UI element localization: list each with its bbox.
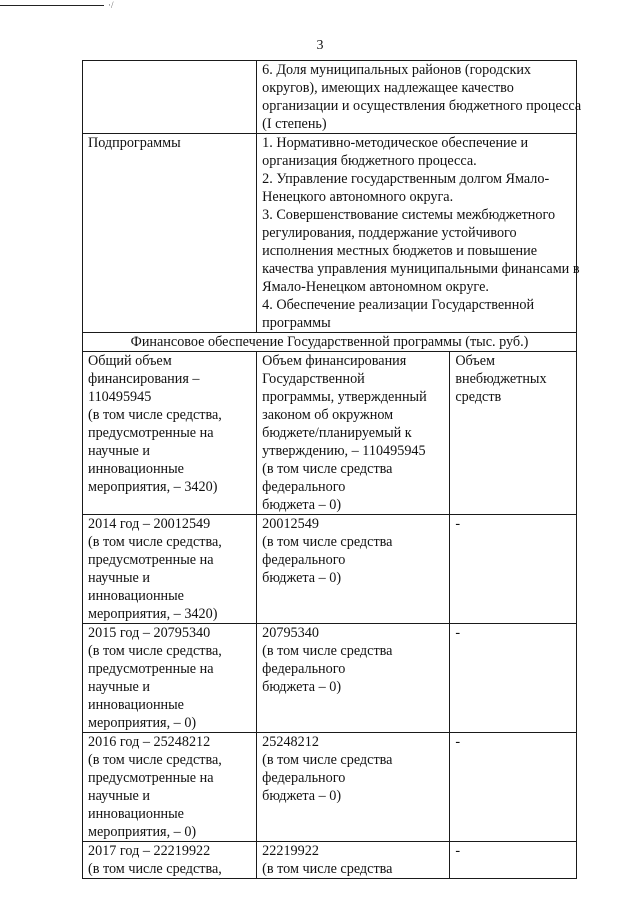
text-line: (в том числе средства, bbox=[88, 407, 222, 423]
program-passport-table bbox=[82, 60, 582, 879]
text-line: 2. Управление государственным долгом Ямало- bbox=[262, 171, 550, 187]
text-line: качества управления муниципальными финансами в bbox=[262, 261, 580, 277]
text-line: 22219922 bbox=[262, 843, 319, 859]
subprograms-row bbox=[83, 134, 577, 333]
text-line: финансирования – bbox=[88, 371, 200, 387]
text-line: инновационные bbox=[88, 806, 184, 822]
corner-mark: ·/ bbox=[108, 0, 114, 10]
text-line: (в том числе средства bbox=[262, 752, 393, 768]
text-line: 4. Обеспечение реализации Государственной bbox=[262, 297, 535, 313]
text-line: бюджете/планируемый к bbox=[262, 425, 412, 441]
offbudget-cell bbox=[450, 352, 577, 515]
text-line: Общий объем bbox=[88, 353, 172, 369]
text-line: 2016 год – 25248212 bbox=[88, 734, 211, 750]
text-line: предусмотренные на bbox=[88, 661, 214, 677]
top-rule bbox=[0, 5, 104, 6]
year-total-cell bbox=[83, 624, 257, 733]
financing-title-row bbox=[83, 333, 577, 352]
subprograms-list bbox=[257, 134, 580, 333]
dash-value: - bbox=[455, 843, 461, 859]
text-line: инновационные bbox=[88, 697, 184, 713]
year-total-cell bbox=[83, 842, 257, 879]
year-offbudget-cell bbox=[450, 733, 577, 842]
subprograms-label bbox=[83, 134, 257, 333]
text-line: (в том числе средства, bbox=[88, 861, 222, 877]
year-approved-cell bbox=[257, 515, 450, 624]
text-line: программы bbox=[262, 315, 331, 331]
text-line: предусмотренные на bbox=[88, 770, 214, 786]
text-line: инновационные bbox=[88, 588, 184, 604]
total-volume-cell bbox=[83, 352, 257, 515]
text-line: научные и bbox=[88, 788, 150, 804]
text-line: бюджета – 0) bbox=[262, 570, 342, 586]
text-line: федерального bbox=[262, 479, 346, 495]
text-line: 3. Совершенствование системы межбюджетного bbox=[262, 207, 556, 223]
year-row-2015 bbox=[83, 624, 577, 733]
text-line: регулирования, поддержание устойчивого bbox=[262, 225, 517, 241]
financing-title: Финансовое обеспечение Государственной программы (тыс. руб.) bbox=[83, 333, 577, 352]
text-line: 20795340 bbox=[262, 625, 319, 641]
text-line: (в том числе средства bbox=[262, 461, 393, 477]
text-line: федерального bbox=[262, 770, 346, 786]
year-offbudget-cell bbox=[450, 624, 577, 733]
year-offbudget-cell bbox=[450, 515, 577, 624]
text-line: 25248212 bbox=[262, 734, 319, 750]
text-line: 110495945 bbox=[88, 389, 152, 405]
text-line: внебюджетных bbox=[455, 371, 547, 387]
text-line: Объем финансирования bbox=[262, 353, 407, 369]
page-number: 3 bbox=[316, 38, 324, 53]
text-line: бюджета – 0) bbox=[262, 788, 342, 804]
text-line: средств bbox=[455, 389, 502, 405]
text-line: округов), имеющих надлежащее качество bbox=[262, 80, 514, 96]
year-total-cell bbox=[83, 515, 257, 624]
text-line: 2017 год – 22219922 bbox=[88, 843, 211, 859]
text-line: мероприятия, – 3420) bbox=[88, 606, 218, 622]
text-line: организация бюджетного процесса. bbox=[262, 153, 477, 169]
indicators-label-cell bbox=[83, 61, 257, 134]
text-line: мероприятия, – 0) bbox=[88, 824, 197, 840]
text-line: мероприятия, – 3420) bbox=[88, 479, 218, 495]
year-approved-cell bbox=[257, 842, 450, 879]
text-line: (в том числе средства, bbox=[88, 534, 222, 550]
text-line: организации и осуществления бюджетного процесса bbox=[262, 98, 582, 114]
text-line: научные и bbox=[88, 570, 150, 586]
approved-volume-cell bbox=[257, 352, 450, 515]
text-line: Ямало-Ненецком автономном округе. bbox=[262, 279, 489, 295]
text-line: (в том числе средства bbox=[262, 534, 393, 550]
text-line: предусмотренные на bbox=[88, 425, 214, 441]
text-line: утверждению, – 110495945 bbox=[262, 443, 426, 459]
text-line: предусмотренные на bbox=[88, 552, 214, 568]
year-row-2016 bbox=[83, 733, 577, 842]
text-line: (I степень) bbox=[262, 116, 327, 132]
subprograms-label-text: Подпрограммы bbox=[88, 135, 181, 151]
text-line: 2015 год – 20795340 bbox=[88, 625, 211, 641]
text-line: 1. Нормативно-методическое обеспечение и bbox=[262, 135, 529, 151]
text-line: (в том числе средства bbox=[262, 643, 393, 659]
year-row-2017 bbox=[83, 842, 577, 879]
indicators-row bbox=[83, 61, 577, 134]
text-line: (в том числе средства bbox=[262, 861, 393, 877]
dash-value: - bbox=[455, 734, 461, 750]
year-total-cell bbox=[83, 733, 257, 842]
text-line: бюджета – 0) bbox=[262, 679, 342, 695]
year-approved-cell bbox=[257, 624, 450, 733]
text-line: федерального bbox=[262, 661, 346, 677]
text-line: 2014 год – 20012549 bbox=[88, 516, 211, 532]
text-line: Государственной bbox=[262, 371, 365, 387]
text-line: 20012549 bbox=[262, 516, 319, 532]
text-line: федерального bbox=[262, 552, 346, 568]
dash-value: - bbox=[455, 625, 461, 641]
financing-header-row bbox=[83, 352, 577, 515]
text-line: (в том числе средства, bbox=[88, 643, 222, 659]
text-line: инновационные bbox=[88, 461, 184, 477]
text-line: Ненецкого автономного округа. bbox=[262, 189, 454, 205]
text-line: исполнения местных бюджетов и повышение bbox=[262, 243, 538, 259]
text-line: Объем bbox=[455, 353, 496, 369]
text-line: (в том числе средства, bbox=[88, 752, 222, 768]
text-line: мероприятия, – 0) bbox=[88, 715, 197, 731]
text-line: программы, утвержденный bbox=[262, 389, 427, 405]
year-row-2014 bbox=[83, 515, 577, 624]
year-approved-cell bbox=[257, 733, 450, 842]
dash-value: - bbox=[455, 516, 461, 532]
year-offbudget-cell bbox=[450, 842, 577, 879]
text-line: научные и bbox=[88, 679, 150, 695]
text-line: законом об окружном bbox=[262, 407, 394, 423]
text-line: научные и bbox=[88, 443, 150, 459]
indicators-text-cell bbox=[257, 61, 582, 134]
text-line: бюджета – 0) bbox=[262, 497, 342, 513]
text-line: 6. Доля муниципальных районов (городских bbox=[262, 62, 532, 78]
